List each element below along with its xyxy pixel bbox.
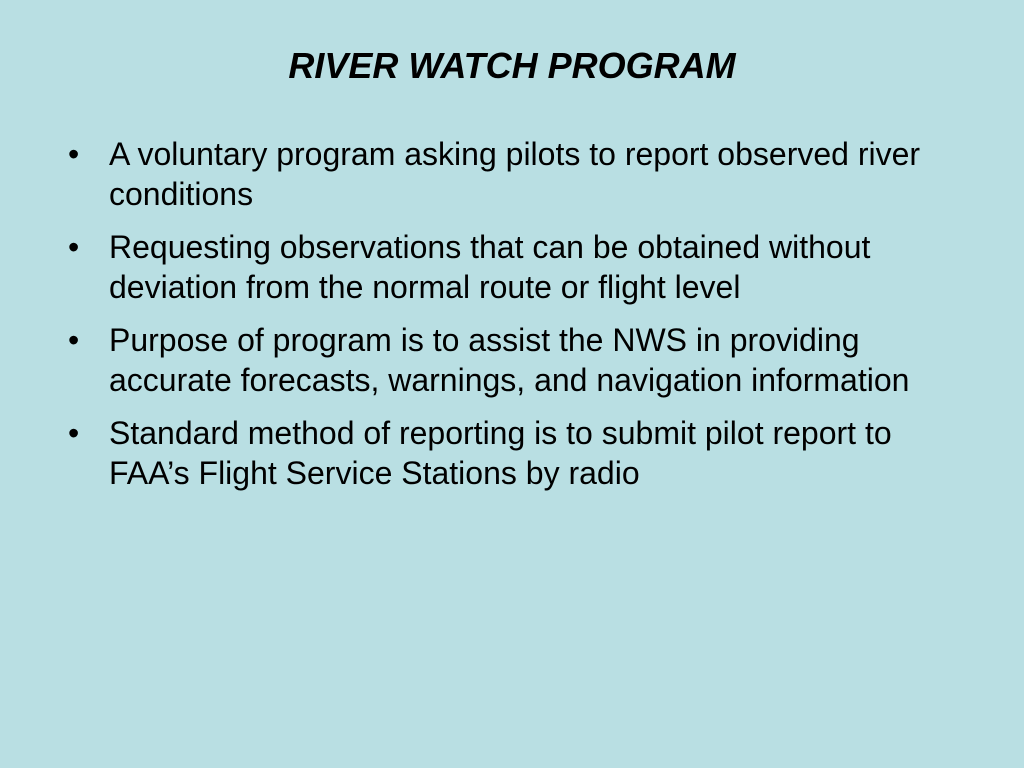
bullet-icon: • [68, 229, 80, 265]
list-item [68, 320, 958, 400]
bullet-text: Requesting observations that can be obtained without deviation from the normal route or flight level [109, 229, 871, 305]
bullet-icon: • [68, 415, 80, 451]
bullet-text: Purpose of program is to assist the NWS in providing accurate forecasts, warnings, and navigation information [109, 322, 910, 398]
bullet-icon: • [68, 136, 80, 172]
bullet-list [68, 134, 958, 506]
bullet-text: Standard method of reporting is to submit pilot report to FAA’s Flight Service Stations by radio [109, 415, 892, 491]
list-item [68, 413, 958, 493]
bullet-icon: • [68, 322, 80, 358]
list-item [68, 134, 958, 214]
list-item [68, 227, 958, 307]
bullet-text: A voluntary program asking pilots to report observed river conditions [109, 136, 921, 212]
slide-title: RIVER WATCH PROGRAM [288, 45, 736, 86]
